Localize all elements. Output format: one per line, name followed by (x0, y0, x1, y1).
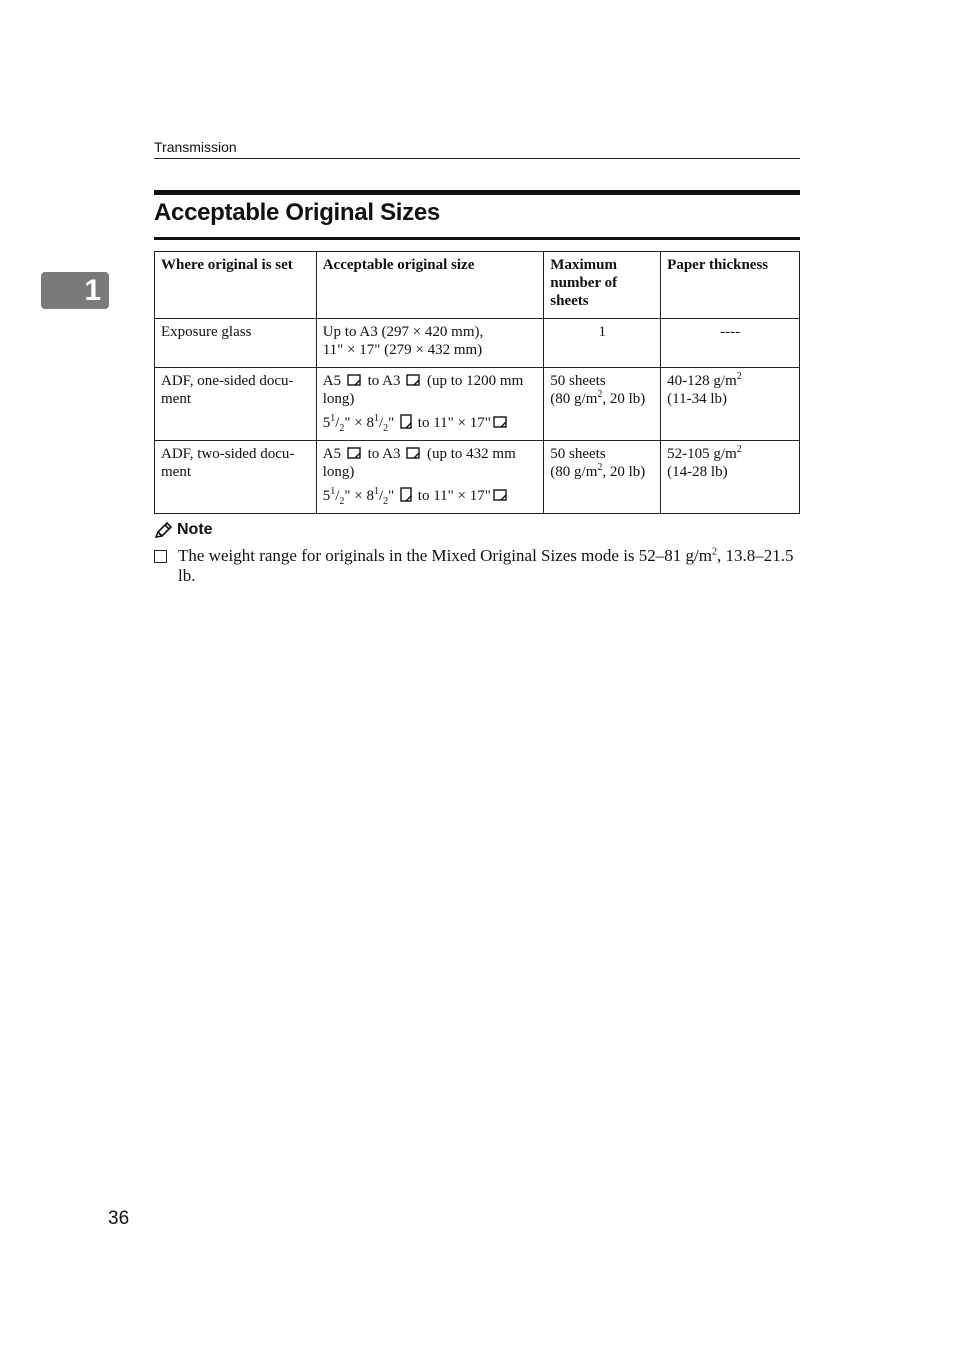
chapter-tab: 1 (41, 272, 109, 309)
thickness-text: 52-105 g/m (667, 446, 737, 462)
size-text: to A3 (367, 446, 401, 462)
size-text: A5 (322, 446, 342, 462)
thickness-cell: ---- (661, 319, 800, 368)
size-text: to 11" × 17" (417, 415, 491, 431)
size-text: to 11" × 17" (417, 488, 491, 504)
sheets-text: (80 g/m (550, 391, 598, 407)
fraction-numerator: 1 (373, 486, 379, 497)
size-text: " (388, 415, 395, 431)
size-text: (up to 1200 mm long) (322, 373, 524, 407)
column-header: Where original is set (155, 252, 317, 319)
sheets-cell: 1 (544, 319, 661, 368)
fraction-denominator: 2 (383, 496, 389, 507)
superscript: 2 (711, 546, 717, 558)
running-header: Transmission (154, 139, 800, 159)
fraction-denominator: 2 (339, 496, 345, 507)
table-header-row (155, 252, 800, 319)
note-text-part: , 13.8–21.5 lb. (178, 546, 794, 585)
size-text: A5 (322, 373, 342, 389)
size-cell (316, 319, 544, 368)
thickness-cell (661, 441, 800, 514)
landscape-orientation-icon (406, 446, 421, 460)
note-heading (154, 521, 213, 539)
size-line: 11" × 17" (279 × 432 mm) (322, 342, 483, 358)
superscript: 2 (736, 371, 742, 382)
note-text-part: The weight range for originals in the Mixed Original Sizes mode is 52–81 g/m (178, 546, 712, 565)
column-header: Maximum number of sheets (544, 252, 661, 319)
size-text: " × 8 (344, 415, 374, 431)
page-number: 36 (108, 1208, 130, 1229)
landscape-orientation-icon (347, 446, 362, 460)
table-row (155, 368, 800, 441)
thickness-cell (661, 368, 800, 441)
size-text: to A3 (367, 373, 401, 389)
size-text: " × 8 (344, 488, 374, 504)
table-row (155, 441, 800, 514)
size-cell: A5 to A3 (up to 432 mm long) $5^1/_2$" × $8^1/_2$" to 11" × 17" (316, 441, 544, 514)
landscape-orientation-icon (406, 373, 421, 387)
thickness-text: (11-34 lb) (667, 391, 728, 407)
section-title: Acceptable Original Sizes (154, 199, 440, 226)
column-header: Paper thickness (661, 252, 800, 319)
thickness-text: 40-128 g/m (667, 373, 737, 389)
table-row (155, 319, 800, 368)
fraction-numerator: 1 (330, 486, 336, 497)
checkbox-bullet-icon (154, 550, 167, 563)
sheets-cell (544, 368, 661, 441)
landscape-orientation-icon (347, 373, 362, 387)
size-text: 5 (322, 488, 331, 504)
size-text: 5 (322, 415, 331, 431)
pencil-icon (154, 522, 173, 539)
where-cell: ADF, one-sided docu-ment (155, 368, 317, 441)
superscript: 2 (597, 389, 603, 400)
title-rule-bottom (154, 237, 800, 240)
portrait-orientation-icon (400, 414, 412, 429)
fraction-numerator: 1 (373, 413, 379, 424)
thickness-text: (14-28 lb) (667, 464, 728, 480)
sheets-text: (80 g/m (550, 464, 598, 480)
sheets-text: , 20 lb) (602, 391, 646, 407)
sheets-text: 50 sheets (550, 446, 606, 462)
landscape-orientation-icon (493, 415, 508, 429)
superscript: 2 (736, 444, 742, 455)
landscape-orientation-icon (493, 488, 508, 502)
size-line: Up to A3 (297 × 420 mm), (322, 324, 484, 340)
fraction-denominator: 2 (339, 423, 345, 434)
note-text (178, 546, 814, 586)
portrait-orientation-icon (400, 487, 412, 502)
title-rule-top (154, 190, 800, 195)
sheets-text: , 20 lb) (602, 464, 646, 480)
where-cell: ADF, two-sided docu-ment (155, 441, 317, 514)
fraction-denominator: 2 (383, 423, 389, 434)
sheets-cell (544, 441, 661, 514)
size-text: " (388, 488, 395, 504)
note-label: Note (177, 521, 213, 538)
size-text: (up to 432 mm long) (322, 446, 516, 480)
where-cell: Exposure glass (155, 319, 317, 368)
superscript: 2 (597, 462, 603, 473)
column-header: Acceptable original size (316, 252, 544, 319)
fraction-numerator: 1 (330, 413, 336, 424)
acceptable-sizes-table (154, 251, 800, 514)
size-cell: A5 to A3 (up to 1200 mm long) $5^1/_2$" × $8^1/_2$" to 11" × 17" (316, 368, 544, 441)
note-item (154, 546, 814, 586)
sheets-text: 50 sheets (550, 373, 606, 389)
